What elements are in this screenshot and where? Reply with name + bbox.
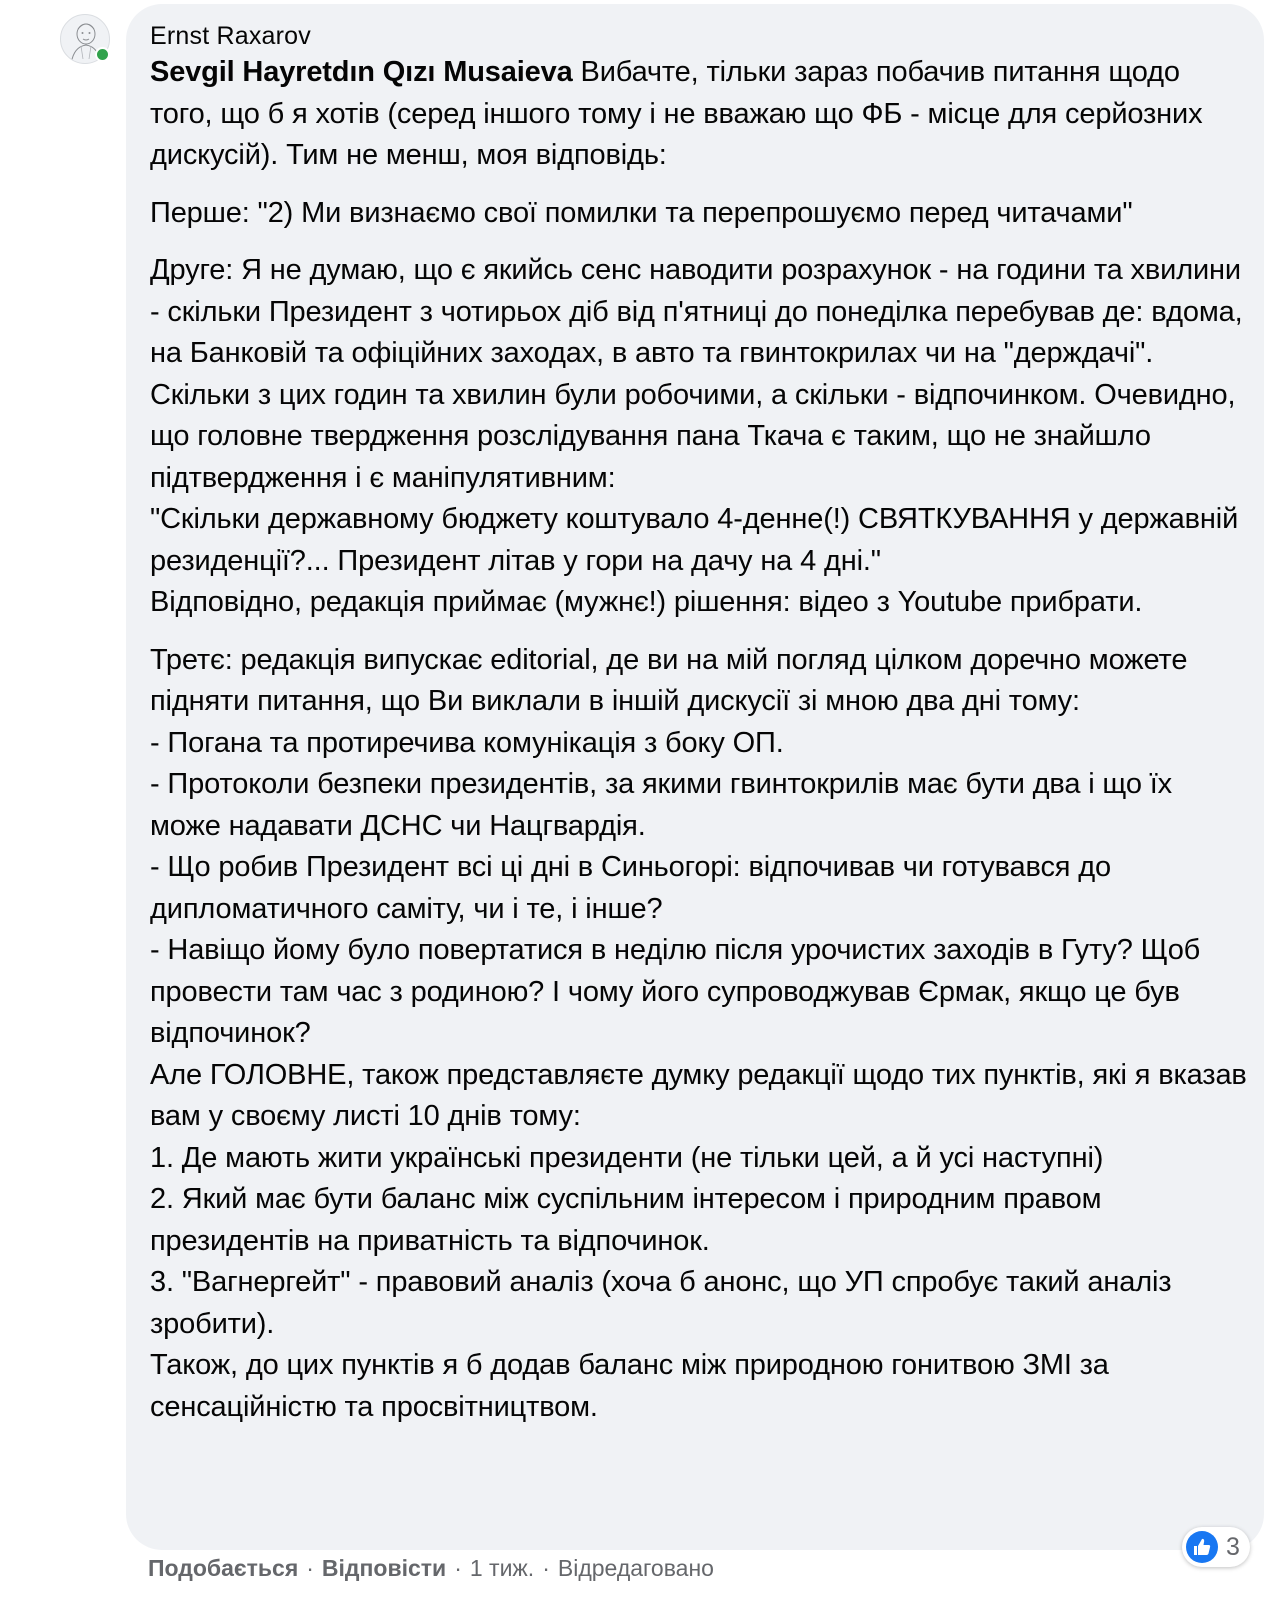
comment-paragraph: Третє: редакція випускає editorial, де ви на мій погляд цілком доречно можете підняти питання, що Ви виклали в іншій дискусії зі мною два дні тому: - Погана та протиречива комунікація з боку ОП. - Протоколи безпеки президентів, за якими гвинтокрилів має бути два і що їх може надавати ДСНС чи Нацгвардія. - Що робив Президент всі ці дні в Синьогорі: відпочивав чи готувався до дипломатичного саміту, чи і те, і інше? - Навіщо йому було повертатися в неділю після урочистих заходів в Гуту? Щоб провести там час з родиною? І чому його супроводжував Єрмак, якщо це був відпочинок? Але ГОЛОВНЕ, також представляєте думку редакції щодо тих пунктів, які я вказав вам у своєму листі 10 днів тому: 1. Де мають жити українські президенти (не тільки цей, а й усі наступні) 2. Який має бути баланс між суспільним інтересом і природним правом президентів на приватність та відпочинок. 3. "Вагнергейт" - правовий аналіз (хоча б анонс, що УП спробує такий аналіз зробити). Також, до цих пунктів я б додав баланс між природною гонитвою ЗМІ за сенсаційністю та просвітництвом.: [150, 643, 1247, 1423]
online-status-dot: [95, 47, 110, 62]
mention-link[interactable]: Sevgil Hayretdın Qızı Musaieva: [150, 56, 573, 88]
comment-text: [150, 52, 1250, 1428]
separator-dot: ·: [542, 1555, 550, 1581]
comment-paragraph-text: Вибачте, тільки зараз побачив питання щодо того, що б я хотів (серед іншого тому і не вважаю що ФБ - місце для серйозних дискусій). Тим не менш, моя відповідь:: [150, 56, 1203, 171]
comment-paragraph: Друге: Я не думаю, що є якийсь сенс наводити розрахунок - на години та хвилини - скільки Президент з чотирьох діб від п'ятниці до понеділка перебував де: вдома, на Банковій та офіційних заходах, в авто та гвинтокрилах чи на "держдачі". Скільки з цих годин та хвилин були робочими, а скільки - відпочинком. Очевидно, що головне твердження розслідування пана Ткача є таким, що не знайшло підтвердження і є маніпулятивним: "Скільки державному бюджету коштувало 4-денне(!) СВЯТКУВАННЯ у державній резиденції?... Президент літав у гори на дачу на 4 дні." Відповідно, редакція приймає (мужнє!) рішення: відео з Youtube прибрати.: [150, 254, 1243, 618]
reply-button[interactable]: Відповісти: [321, 1555, 447, 1581]
comment-bubble: [126, 4, 1264, 1550]
like-button[interactable]: Подобається: [148, 1555, 299, 1581]
avatar-container[interactable]: [60, 14, 110, 64]
comment-paragraph: Перше: "2) Ми визнаємо свої помилки та перепрошуємо перед читачами": [150, 196, 1133, 229]
reaction-count: 3: [1226, 1532, 1240, 1561]
like-thumb-icon: [1186, 1531, 1218, 1563]
comment-paragraph: [150, 52, 1250, 177]
separator-dot: ·: [306, 1555, 314, 1581]
reaction-summary[interactable]: [1182, 1527, 1250, 1567]
comment-actions: [148, 1553, 714, 1583]
comment-author[interactable]: Ernst Raxarov: [150, 22, 311, 50]
separator-dot: ·: [454, 1555, 462, 1581]
timestamp-link[interactable]: 1 тиж.: [469, 1555, 535, 1581]
edited-label[interactable]: Відредаговано: [557, 1555, 714, 1581]
